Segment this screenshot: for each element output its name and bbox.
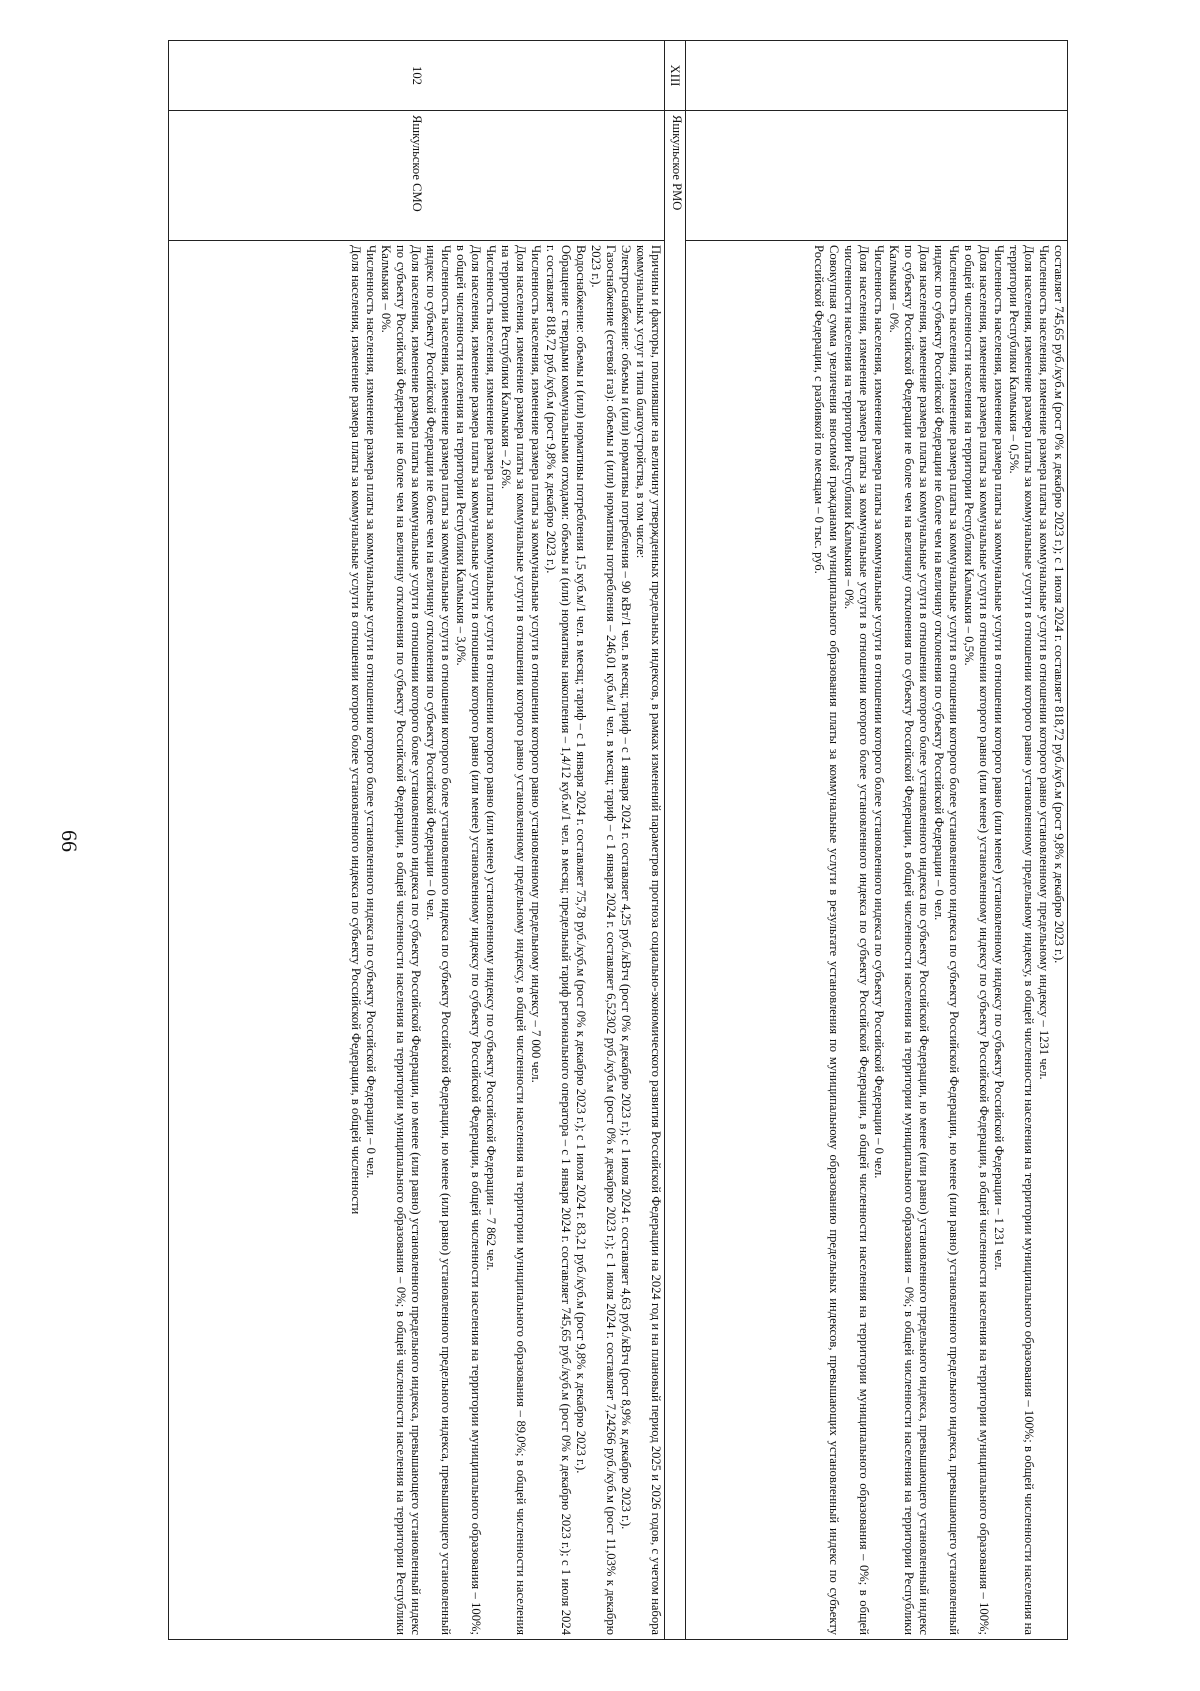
text-line: Численность населения, изменение размера платы за коммунальные услуги в отношении которого равно установленному предельному индексу – 1231 чел. <box>1037 245 1051 1080</box>
section-name: Яшкульское РМО <box>665 111 686 1640</box>
entry-number: 102 <box>169 41 665 111</box>
continuation-text-cell <box>686 241 1068 1640</box>
text-line: Доля населения, изменение размера платы за коммунальные услуги в отношении которого равно установленному предельному индексу, в общей численности населения на территории муниципального образования – 89,0%; в общей численности населения на территории Республики Калмыкия – 2,6%. <box>499 245 528 1635</box>
text-line: Численность населения, изменение размера платы за коммунальные услуги в отношении которого более установленного индекса по субъекту Российской Федерации – 0 чел. <box>872 245 886 1179</box>
text-line: Доля населения, изменение размера платы за коммунальные услуги в отношении которого равно (или менее) установленному индексу по субъекту Российской Федерации, в общей численности населения на территории муниципального образования – 100%; в общей численности населения на территории Республики Калмыкия – 0,5%. <box>962 245 991 1635</box>
text-line: Обращение с твердыми коммунальными отходами: объемы и (или) нормативы накопления – 1,4/12 куб.м/1 чел. в месяц; предельный тариф регионального оператора – с 1 января 2024 г. составляет 745,65 руб./куб.м (рост 0% к декабрю 2023 г.); с 1 июля 2024 г. составляет 818,72 руб./куб.м (рост 9,8% к декабрю 2023 г.). <box>544 245 573 1635</box>
section-number: XIII <box>665 41 686 111</box>
text-line: Доля населения, изменение размера платы за коммунальные услуги в отношении которого более установленного индекса по субъекту Российской Федерации, в общей численности населения на территории муниципального образования – 0%; в общей численности населения на территории Республики Калмыкия – 0%. <box>842 245 871 1635</box>
indices-table <box>168 40 1068 1640</box>
text-line: Доля населения, изменение размера платы за коммунальные услуги в отношении которого равно (или менее) установленному индексу по субъекту Российской Федерации, в общей численности населения на территории муниципального образования – 100%; в общей численности населения на территории Республики Калмыкия – 3,0%. <box>454 245 483 1635</box>
text-line: Доля населения, изменение размера платы за коммунальные услуги в отношении которого более установленного индекса по субъекту Российской Федерации, в общей численности <box>349 245 363 1215</box>
rotated-table-wrapper <box>168 40 1068 1640</box>
continuation-name-cell <box>686 111 1068 241</box>
text-line: Численность населения, изменение размера платы за коммунальные услуги в отношении которого равно (или менее) установленному индексу по субъекту Российской Федерации – 7 862 чел. <box>484 245 498 1271</box>
table-row-continuation <box>686 41 1068 1640</box>
text-line: Численность населения, изменение размера платы за коммунальные услуги в отношении которого равно установленному предельному индексу – 7 000 чел. <box>529 245 543 1083</box>
text-line: Численность населения, изменение размера платы за коммунальные услуги в отношении которого более установленного индекса по субъекту Российской Федерации, но менее (или равно) установленного предельного индекса, превышающего установленный индекс по субъекту Российской Федерации не более чем на величину отклонения по субъекту Российской Федерации – 0 чел. <box>932 245 961 1635</box>
page-number: 66 <box>57 830 82 852</box>
text-line: Электроснабжение: объемы и (или) нормативы потребления – 90 кВт/1 чел. в месяц; тариф – с 1 января 2024 г. составляет 4,25 руб./кВтч (рост 0% к декабрю 2023 г.); с 1 июля 2024 г. составляет 4,63 руб./кВтч (рост 8,9% к декабрю 2023 г.). <box>619 245 633 1530</box>
entry-name: Яшкульское СМО <box>169 111 665 241</box>
table-row-entry <box>169 41 665 1640</box>
text-line: Доля населения, изменение размера платы за коммунальные услуги в отношении которого более установленного индекса по субъекту Российской Федерации, но менее (или равно) установленного предельного индекса, превышающего установленный индекс по субъекту Российской Федерации не более чем на величину отклонения по субъекту Российской Федерации, в общей численности населения на территории муниципального образования – 0%; в общей численности населения на территории Республики Калмыкия – 0%. <box>887 245 931 1635</box>
text-line: Численность населения, изменение размера платы за коммунальные услуги в отношении которого равно (или менее) установленному индексу по субъекту Российской Федерации – 1 231 чел. <box>992 245 1006 1271</box>
text-line: Причины и факторы, повлиявшие на величину утвержденных предельных индексов, в рамках изменений параметров прогноза социально-экономического развития Российской Федерации на 2024 год и на плановый период 2025 и 2026 годов, с учетом набора коммунальных услуг и типа благоустройства, в том числе: <box>634 245 663 1635</box>
text-line: составляет 745,65 руб./куб.м (рост 0% к декабрю 2023 г.); с 1 июля 2024 г. составляет 818,72 руб./куб.м (рост 9,8% к декабрю 2023 г.). <box>1052 245 1066 964</box>
continuation-number-cell <box>686 41 1068 111</box>
entry-text-cell <box>169 241 665 1640</box>
text-line: Доля населения, изменение размера платы за коммунальные услуги в отношении которого равно установленному предельному индексу, в общей численности населения на территории муниципального образования – 100%; в общей численности населения на территории Республики Калмыкия – 0,5%. <box>1007 245 1036 1635</box>
text-line: Газоснабжение (сетевой газ): объемы и (или) нормативы потребления – 246,01 куб.м/1 чел. в месяц; тариф – с 1 января 2024 г. составляет 6,52302 руб./куб.м (рост 0% к декабрю 2023 г.); с 1 июля 2024 г. составляет 7,24266 руб./куб.м (рост 11,03% к декабрю 2023 г.). <box>589 245 618 1635</box>
text-line: Совокупная сумма увеличения вносимой гражданами муниципального образования платы за коммунальные услуги в результате установления по муниципальному образованию предельных индексов, превышающих установленный индекс по субъекту Российской Федерации, с разбивкой по месяцам – 0 тыс. руб. <box>812 245 841 1635</box>
text-line: Доля населения, изменение размера платы за коммунальные услуги в отношении которого более установленного индекса по субъекту Российской Федерации, но менее (или равно) установленного предельного индекса, превышающего установленный индекс по субъекту Российской Федерации не более чем на величину отклонения по субъекту Российской Федерации, в общей численности населения на территории муниципального образования – 0%; в общей численности населения на территории Республики Калмыкия – 0%. <box>379 245 423 1635</box>
text-line: Численность населения, изменение размера платы за коммунальные услуги в отношении которого более установленного индекса по субъекту Российской Федерации, но менее (или равно) установленного предельного индекса, превышающего установленный индекс по субъекту Российской Федерации не более чем на величину отклонения по субъекту Российской Федерации – 0 чел. <box>424 245 453 1635</box>
text-line: Численность населения, изменение размера платы за коммунальные услуги в отношении которого более установленного индекса по субъекту Российской Федерации – 0 чел. <box>364 245 378 1179</box>
table-row-section <box>665 41 686 1640</box>
text-line: Водоснабжение: объемы и (или) нормативы потребления 1,5 куб.м/1 чел. в месяц; тариф – с 1 января 2024 г. составляет 75,78 руб./куб.м (рост 0% к декабрю 2023 г.); с 1 июля 2024 г. 83,21 руб./куб.м (рост 9,8% к декабрю 2023 г.). <box>574 245 588 1474</box>
